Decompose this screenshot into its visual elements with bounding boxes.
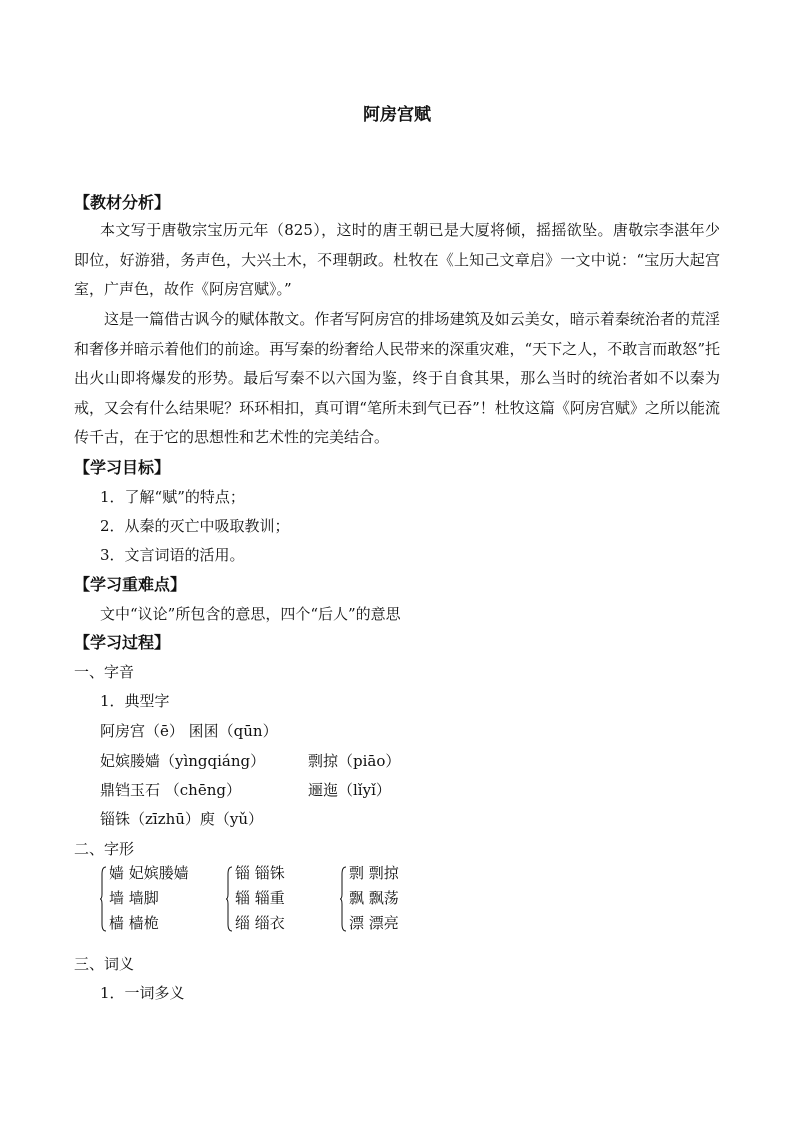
section-heading-analysis: 【教材分析】 [74, 193, 171, 212]
pronunciation-line-2-right: 剽掠（piāo） [308, 752, 401, 770]
pronunciation-line-3-left: 鼎铛玉石 （chēng） [100, 781, 241, 799]
shape-row: 飘 飘荡 [349, 889, 399, 907]
pronunciation-line-2-left: 妃嫔媵嫱（yìngqiáng） [100, 752, 266, 770]
sub-heading-polysemy: 1．一词多义 [100, 984, 185, 1002]
shape-row: 樯 樯桅 [109, 914, 159, 932]
section-heading-keypoints: 【学习重难点】 [74, 575, 187, 594]
shape-row: 漂 漂亮 [349, 914, 399, 932]
left-brace-icon [100, 866, 107, 932]
shape-row: 锱 锱铢 [235, 864, 285, 882]
heading-shapes: 二、字形 [74, 840, 135, 858]
shape-row: 剽 剽掠 [349, 864, 399, 882]
pronunciation-line-1: 阿房宫（ē） 囷囷（qūn） [100, 722, 278, 740]
heading-meaning: 三、词义 [74, 955, 135, 973]
section-heading-goals: 【学习目标】 [74, 458, 171, 477]
analysis-paragraph-1: 本文写于唐敬宗宝历元年（825），这时的唐王朝已是大厦将倾，摇摇欲坠。唐敬宗李湛年少即位，好游猎，务声色，大兴土木，不理朝政。杜牧在《上知己文章启》一文中说：“宝历大起宫室，广声色，故作《阿房宫赋》。” [74, 221, 720, 298]
shape-row: 墙 墙脚 [109, 889, 159, 907]
pronunciation-line-4: 锱铢（zīzhū）庾（yǔ） [100, 810, 264, 828]
heading-pronunciation: 一、字音 [74, 663, 135, 681]
pronunciation-line-3-right: 逦迤（lǐyǐ） [308, 781, 391, 799]
goal-item-1: 1．了解“赋”的特点； [100, 488, 245, 506]
shape-group-1 [100, 862, 240, 936]
shape-row: 缁 缁衣 [235, 914, 285, 932]
goal-item-3: 3．文言词语的活用。 [100, 546, 245, 564]
goal-item-2: 2．从秦的灭亡中吸取教训； [100, 517, 290, 535]
keypoints-text: 文中“议论”所包含的意思，四个“后人”的意思 [100, 605, 401, 623]
shape-row: 辎 辎重 [235, 889, 285, 907]
section-heading-process: 【学习过程】 [74, 633, 171, 652]
shape-group-3 [340, 862, 450, 936]
analysis-paragraph-2: 这是一篇借古讽今的赋体散文。作者写阿房宫的排场建筑及如云美女，暗示着秦统治者的荒淫和奢侈并暗示着他们的前途。再写秦的纷奢给人民带来的深重灾难，“天下之人，不敢言而敢怒”托出火山即将爆发的形势。最后写秦不以六国为鉴，终于自食其果，那么当时的统治者如不以秦为戒，又会有什么结果呢？环环相扣，真可谓“笔所未到气已吞”！杜牧这篇《阿房宫赋》之所以能流传千古，在于它的思想性和艺术性的完美结合。 [74, 310, 720, 446]
left-brace-icon [226, 866, 233, 932]
page-title: 阿房宫赋 [363, 105, 431, 125]
shape-row: 嫱 妃嫔媵嫱 [109, 864, 189, 882]
left-brace-icon [340, 866, 347, 932]
sub-heading-typical-chars: 1．典型字 [100, 692, 170, 710]
shape-group-2 [226, 862, 336, 936]
